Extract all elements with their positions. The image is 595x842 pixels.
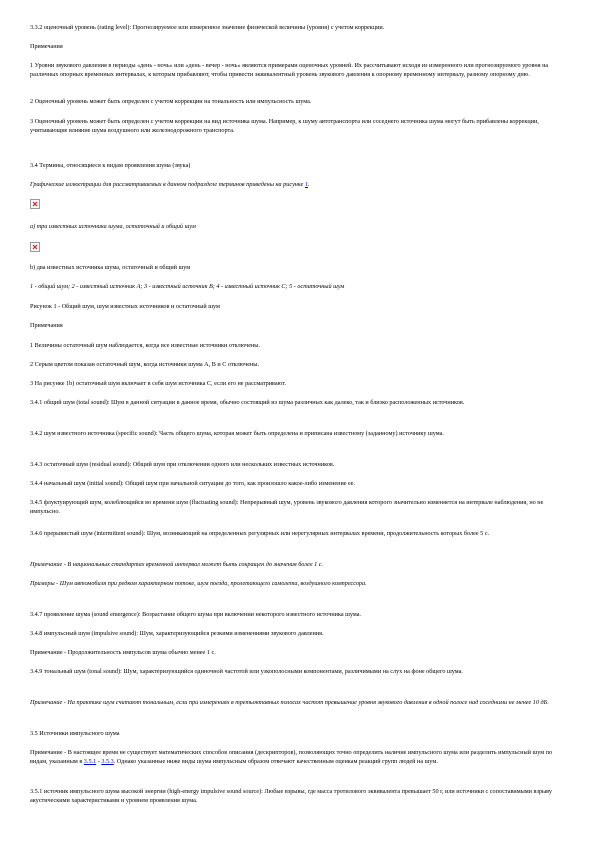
figure-note-3: 3 На рисунке 1b) остаточный шум включает в себя шум источника С, если его не рассматривают. bbox=[30, 380, 286, 387]
term-3-4-7: 3.4.7 проявление шума (sound emergence): Возрастание общего шума при включении некоторого известного источника шума. bbox=[30, 611, 362, 618]
term-3-4-8-note: Примечание - Продолжительность импульсов шума обычно менее 1 с. bbox=[30, 649, 216, 656]
term-3-4-9-note: Примечание - На практике шум считают тональным, если при измерениях в третьоктавных полосах частот превышение уровня звукового давления в одной полосе над соседними не менее 10 дБ. bbox=[30, 699, 549, 706]
term-3-4-6-examples: Примеры - Шум автомобиля при редком характерном потоке, шум поезда, пролетающего самолета, воздушного компрессора. bbox=[30, 580, 367, 587]
link-3-5-1[interactable]: 3.5.1 bbox=[83, 757, 97, 765]
broken-image-icon bbox=[30, 199, 40, 209]
section-3-5-note-tail: . Однако указанные ниже виды шума импульсным образом отвечают качественным оценкам реакций групп людей на шум. bbox=[113, 757, 438, 765]
figure-note-2: 2 Серым цветом показан остаточный шум, когда источники шума А, В и С отключены. bbox=[30, 361, 260, 368]
term-3-4-8: 3.4.8 импульсный шум (impulsive sound): Шум, характеризующийся резкими изменениями звукового давления. bbox=[30, 630, 324, 637]
term-3-4-9: 3.4.9 тональный шум (tonal sound): Шум, характеризующийся одиночной частотой или узкополосными компонентами, различимыми на слух на фоне общего шума. bbox=[30, 668, 463, 675]
figure-note-1: 1 Величины остаточный шум наблюдается, когда все известные источники отключены. bbox=[30, 342, 260, 349]
figure-reference-paragraph bbox=[30, 181, 566, 190]
range-separator: - bbox=[96, 757, 102, 765]
rating-level-definition: 3.3.2 оценочный уровень (rating level): Прогнозируемое или измеренное значение физической величины (уровня) с учетом коррекции. bbox=[30, 24, 385, 31]
figure-legend: 1 - общий шум; 2 - известный источник А; 3 - известный источник В; 4 - известный источник С; 5 - остаточный шум bbox=[30, 283, 345, 290]
notes-heading: Примечания bbox=[30, 43, 63, 50]
term-3-4-2: 3.4.2 шум известного источника (specific sound): Часть общего шума, которая может быть определена и приписана известному (заданному) источнику шума. bbox=[30, 430, 444, 437]
figure-1-link[interactable]: 1 bbox=[304, 181, 309, 188]
section-3-5-note-text: Примечание - В настоящее время не существует математических способов описания (дескрипторов), позволяющих точно определить наличие импульсного шума или разделить импульсный шум по видам, указанным в bbox=[30, 749, 553, 765]
figure-caption-b: b) два известных источника шума, остаточный и общий шум bbox=[30, 264, 191, 271]
figure-reference-text: Графические иллюстрации для рассматриваемых в данном подразделе терминов приведены на рисунке bbox=[30, 181, 305, 188]
term-3-4-3: 3.4.3 остаточный шум (residual sound): Общий шум при отключении одного или нескольких известных источников. bbox=[30, 461, 335, 468]
term-3-4-1: 3.4.1 общий шум (total sound): Шум в данной ситуации в данное время, обычно состоящий из шума различных как далеко, так и близко расположенных источников. bbox=[30, 399, 465, 406]
section-3-5-note bbox=[30, 749, 566, 766]
term-3-5-1: 3.5.1 источник импульсного шума высокой энергии (high-energy impulsive sound source): Любые взрывы, где масса тротилового эквивалента превышает 50 г, или источники с сопоставимыми взрыву акустическими характеристиками и уровнем проявления шума. bbox=[30, 788, 552, 804]
figure-1-title: Рисунок 1 - Общий шум, шум известных источников и остаточный шум bbox=[30, 303, 220, 310]
note-2: 2 Оценочный уровень может быть определен с учетом коррекции на тональность или импульсность шума. bbox=[30, 98, 312, 105]
figure-caption-a: а) три известных источника шума, остаточный и общий шум bbox=[30, 223, 196, 230]
broken-image-icon bbox=[30, 242, 40, 252]
link-3-5-3[interactable]: 3.5.3 bbox=[101, 757, 114, 765]
section-3-4-heading: 3.4 Термины, относящиеся к видам проявления шума (звука) bbox=[30, 162, 191, 169]
term-3-4-4: 3.4.4 начальный шум (initial sound): Общий шум при начальной ситуации до того, как произошло какое-либо изменение ее. bbox=[30, 480, 356, 487]
section-3-5-heading: 3.5 Источники импульсного шума bbox=[30, 730, 120, 737]
term-3-4-5: 3.4.5 флуктуирующий шум, колеблющийся во времени шум (fluctuating sound): Непрерывный шум, уровень звукового давления которого значительно изменяется на интервале наблюдения, но не импульсно. bbox=[30, 499, 544, 515]
term-3-4-6: 3.4.6 прерывистый шум (intermittent sound): Шум, возникающий на определенных регулярных или нерегулярных интервалах времени, продолжительность которых более 5 с. bbox=[30, 530, 490, 537]
note-1: 1 Уровни звукового давления в периоды «день - ночь» или «день - вечер - ночь» являются примерами оценочных уровней. Их рассчитывают исходя из измеренного или прогнозируемого уровня на различных опорных временных интервалах, к которым прибавляют, чтобы привести эквивалентный уровень звукового давления к опорному временному интервалу, разному опорному дню. bbox=[30, 62, 549, 78]
notes-heading: Примечания bbox=[30, 322, 63, 329]
figure-reference-period: . bbox=[308, 181, 310, 188]
term-3-4-6-note: Примечание - В национальных стандартах временной интервал может быть сокращен до значения более 1 с. bbox=[30, 561, 324, 568]
note-3: 3 Оценочный уровень может быть определен с учетом коррекции на вид источника шума. Например, к шуму автотранспорта или соседнего источника шума могут быть прибавлены коррекции, учитывающие влияние шума воздушного или железнодорожного транспорта. bbox=[30, 118, 539, 134]
